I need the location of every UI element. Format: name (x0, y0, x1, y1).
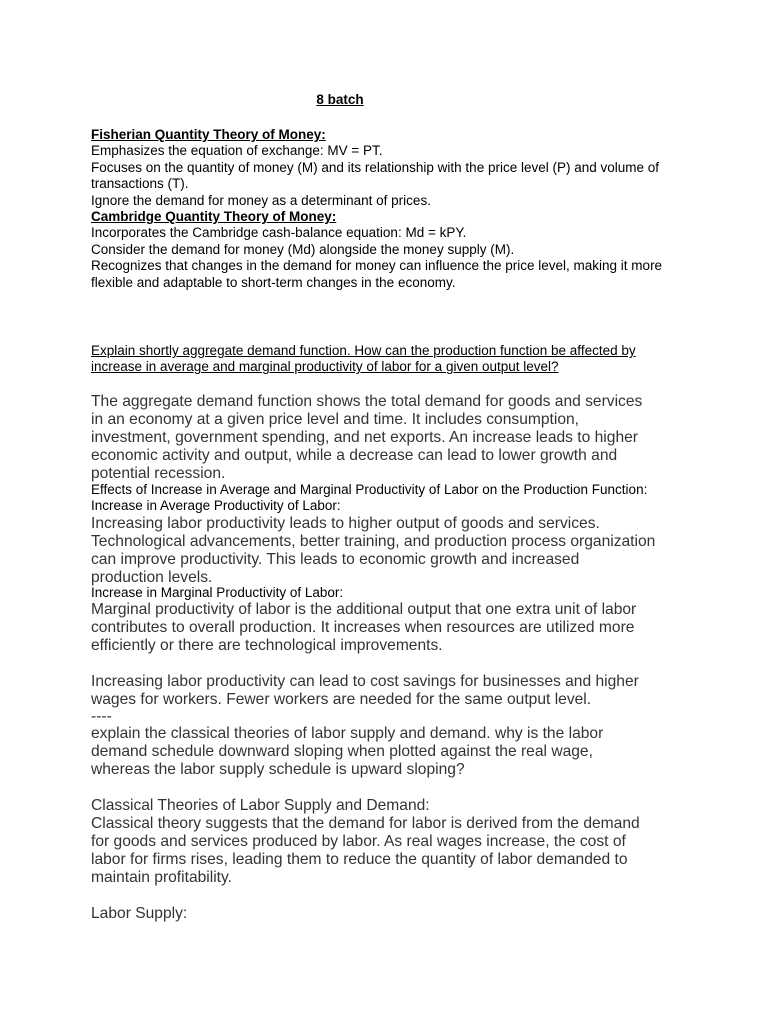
average-productivity-heading: Increase in Average Productivity of Labor: (91, 498, 341, 514)
question-aggregate-demand: Explain shortly aggregate demand function. How can the production function be affected by increase in average and marginal productivity of labor for a given output level? (91, 343, 636, 375)
fisherian-line: Ignore the demand for money as a determinant of prices. (91, 192, 431, 208)
quantity-theory-section (91, 127, 691, 291)
average-productivity-text: Increasing labor productivity leads to higher output of goods and services. Technological advancements, better training, and production process organization can improve productivity. This leads to economic growth and increased production levels. (91, 514, 656, 586)
effects-section (91, 482, 691, 587)
marginal-productivity-heading: Increase in Marginal Productivity of Labor: (91, 585, 344, 600)
cambridge-heading: Cambridge Quantity Theory of Money: (91, 209, 337, 225)
cost-savings-text: Increasing labor productivity can lead to cost savings for businesses and higher wages for workers. Fewer workers are needed for the same output level. (91, 673, 639, 708)
separator-text: ---- (91, 708, 112, 725)
fisherian-line: Emphasizes the equation of exchange: MV = PT. (91, 143, 383, 159)
question-labor-theories: explain the classical theories of labor supply and demand. why is the labor demand schedule downward sloping when plotted against the real wage, whereas the labor supply schedule is upward sloping? (91, 725, 604, 778)
marginal-section (91, 585, 691, 655)
classical-text: Classical theory suggests that the demand for labor is derived from the demand for goods and services produced by labor. As real wages increase, the cost of labor for firms rises, leading them to reduce the quantity of labor demanded to maintain profitability. (91, 815, 640, 886)
classical-section (91, 797, 691, 887)
cambridge-line: Incorporates the Cambridge cash-balance equation: Md = kPY. (91, 225, 467, 241)
cost-savings-section (91, 673, 691, 779)
effects-heading: Effects of Increase in Average and Marginal Productivity of Labor on the Production Function: (91, 482, 648, 497)
document-title: 8 batch (316, 92, 364, 107)
marginal-productivity-text: Marginal productivity of labor is the additional output that one extra unit of labor contributes to overall production. It increases when resources are utilized more efficiently or there are technological improvements. (91, 601, 637, 655)
cambridge-line: Recognizes that changes in the demand for money can influence the price level, making it more flexible and adaptable to short-term changes in the economy. (91, 258, 663, 290)
cambridge-line: Consider the demand for money (Md) alongside the money supply (M). (91, 241, 515, 257)
classical-heading: Classical Theories of Labor Supply and Demand: (91, 797, 430, 814)
fisherian-heading: Fisherian Quantity Theory of Money: (91, 127, 326, 142)
fisherian-line: Focuses on the quantity of money (M) and its relationship with the price level (P) and volume of transactions (T). (91, 159, 660, 192)
labor-supply-heading: Labor Supply: (91, 905, 188, 922)
answer-aggregate-demand: The aggregate demand function shows the total demand for goods and services in an economy at a given price level and time. It includes consumption, investment, government spending, and net exports. An increase leads to higher economic activity and output, while a decrease can lead to lower growth and potential recession. (91, 393, 643, 482)
